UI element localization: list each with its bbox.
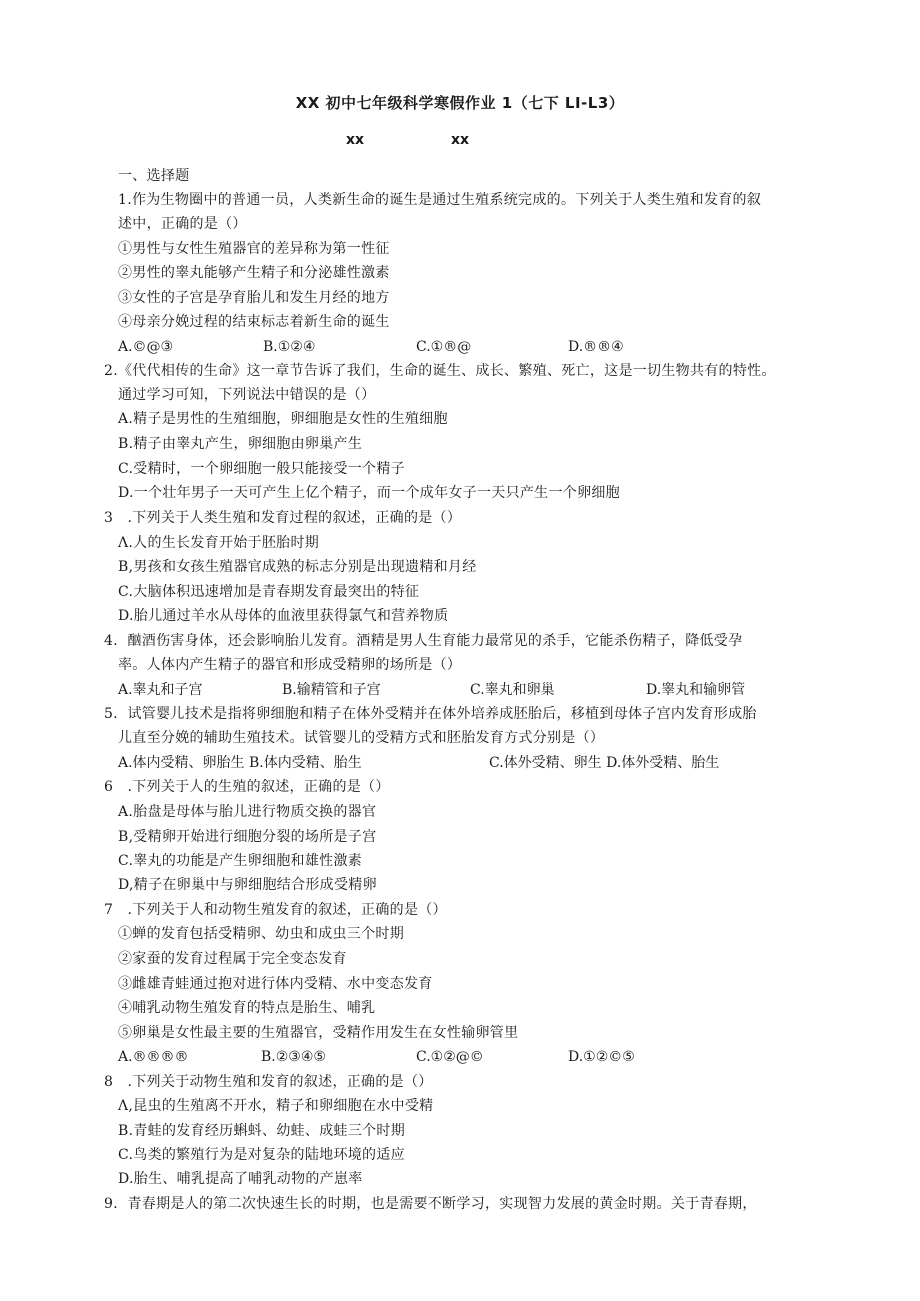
- q5-stem-line2: 儿直至分娩的辅助生殖技术。试管婴儿的受精方式和胚胎发育方式分别是（）: [118, 730, 605, 746]
- name-field-left: xx: [346, 132, 365, 148]
- q4-stem-line2: 率。人体内产生精子的器官和形成受精卵的场所是（）: [118, 657, 462, 673]
- q1-option-d: D.®®④: [568, 339, 624, 355]
- q7-item: ①蝉的发育包括受精卵、幼虫和成虫三个时期: [118, 926, 404, 942]
- q7-stem: 7 .下列关于人和动物生殖发育的叙述，正确的是（）: [104, 902, 447, 918]
- q1-item: ④母亲分娩过程的结束标志着新生命的诞生: [118, 314, 390, 330]
- q6-stem: 6 .下列关于人的生殖的叙述，正确的是（）: [104, 779, 390, 795]
- q6-option-a: A.胎盘是母体与胎儿进行物质交换的器官: [118, 804, 377, 820]
- q3-option-b: B,男孩和女孩生殖器官成熟的标志分别是出现遗精和月经: [118, 559, 477, 575]
- q1-option-a: A.©@③: [118, 339, 174, 355]
- q9-stem-line1: 9．青春期是人的第二次快速生长的时期，也是需要不断学习，实现智力发展的黄金时期。关于青春期，: [104, 1196, 757, 1212]
- q2-option-a: A.精子是男性的生殖细胞，卵细胞是女性的生殖细胞: [118, 411, 448, 427]
- q7-item: ⑤卵巢是女性最主要的生殖器官，受精作用发生在女性输卵管里: [118, 1025, 519, 1041]
- q3-stem: 3 .下列关于人类生殖和发育过程的叙述，正确的是（）: [104, 510, 462, 526]
- q8-option-d: D.胎生、哺乳提高了哺乳动物的产崽率: [118, 1171, 363, 1187]
- q7-item: ②家蚕的发育过程属于完全变态发育: [118, 951, 347, 967]
- q5-stem-line1: 5．试管婴儿技术是指将卵细胞和精子在体外受精并在体外培养成胚胎后，移植到母体子宫内发育形成胎: [104, 706, 757, 722]
- q1-item: ①男性与女性生殖器官的差异称为第一性征: [118, 241, 390, 257]
- q2-option-b: B.精子由睾丸产生，卵细胞由卵巢产生: [118, 436, 363, 452]
- q4-option-b: B.输精管和子宫: [282, 682, 381, 698]
- q7-item: ④哺乳动物生殖发育的特点是胎生、哺乳: [118, 1000, 376, 1016]
- q7-item: ③雌雄青蛙通过抱对进行体内受精、水中变态发育: [118, 976, 433, 992]
- q1-item: ③女性的子宫是孕育胎儿和发生月经的地方: [118, 290, 390, 306]
- q3-option-d: D.胎儿通过羊水从母体的血液里获得氯气和营养物质: [118, 608, 449, 624]
- name-field-right: xx: [451, 132, 470, 148]
- q1-item: ②男性的睾丸能够产生精子和分泌雄性激素: [118, 265, 390, 281]
- q5-options-cd: C.体外受精、卵生 D.体外受精、胎生: [489, 755, 720, 771]
- q4-stem-line1: 4．酗酒伤害身体，还会影响胎儿发育。酒精是男人生育能力最常见的杀手，它能杀伤精子，降低受孕: [104, 633, 743, 649]
- q7-option-a: A.®®®®: [118, 1049, 189, 1065]
- q5-options-ab: A.体内受精、卵胎生 B.体内受精、胎生: [118, 755, 362, 771]
- q6-option-b: B,受精卵开始进行细胞分裂的场所是子宫: [118, 829, 377, 845]
- q8-stem: 8 .下列关于动物生殖和发育的叙述，正确的是（）: [104, 1074, 433, 1090]
- section-heading: 一、选择题: [118, 168, 190, 184]
- q3-option-a: Λ.人的生长发育开始于胚胎时期: [118, 535, 320, 551]
- q4-option-c: C.睾丸和卵巢: [470, 682, 555, 698]
- q2-option-d: D.一个壮年男子一天可产生上亿个精子，而一个成年女子一天只产生一个卵细胞: [118, 485, 620, 501]
- q2-stem-line2: 通过学习可知，下列说法中错误的是（）: [118, 387, 376, 403]
- q7-option-b: B.②③④⑤: [261, 1049, 326, 1065]
- q8-option-a: Λ,昆虫的生殖离不开水，精子和卵细胞在水中受精: [118, 1098, 434, 1114]
- q4-option-d: D.睾丸和输卵管: [646, 682, 746, 698]
- page-title: XX 初中七年级科学寒假作业 1（七下 LI-L3）: [295, 94, 625, 112]
- q7-option-d: D.①②©⑤: [568, 1049, 635, 1065]
- q2-stem-line1: 2.《代代相传的生命》这一章节告诉了我们，生命的诞生、成长、繁殖、死亡，这是一切生物共有的特性。: [104, 363, 776, 379]
- q8-option-c: C.鸟类的繁殖行为是对复杂的陆地环境的适应: [118, 1147, 405, 1163]
- q1-option-b: B.①②④: [263, 339, 316, 355]
- q4-option-a: A.睾丸和子宫: [118, 682, 203, 698]
- q3-option-c: C.大脑体积迅速增加是青春期发育最突出的特征: [118, 584, 420, 600]
- q1-stem-line1: 1.作为生物圈中的普通一员，人类新生命的诞生是通过生殖系统完成的。下列关于人类生殖和发育的叙: [118, 192, 762, 208]
- q2-option-c: C.受精时，一个卵细胞一般只能接受一个精子: [118, 461, 405, 477]
- q6-option-c: C.睾丸的功能是产生卵细胞和雄性激素: [118, 853, 363, 869]
- q7-option-c: C.①②@©: [416, 1049, 484, 1065]
- q6-option-d: D,精子在卵巢中与卵细胞结合形成受精卵: [118, 877, 377, 893]
- q1-option-c: C.①®@: [416, 339, 472, 355]
- q8-option-b: B.青蛙的发育经历蝌蚪、幼蛙、成蛙三个时期: [118, 1123, 406, 1139]
- q1-stem-line2: 述中，正确的是（）: [118, 216, 247, 232]
